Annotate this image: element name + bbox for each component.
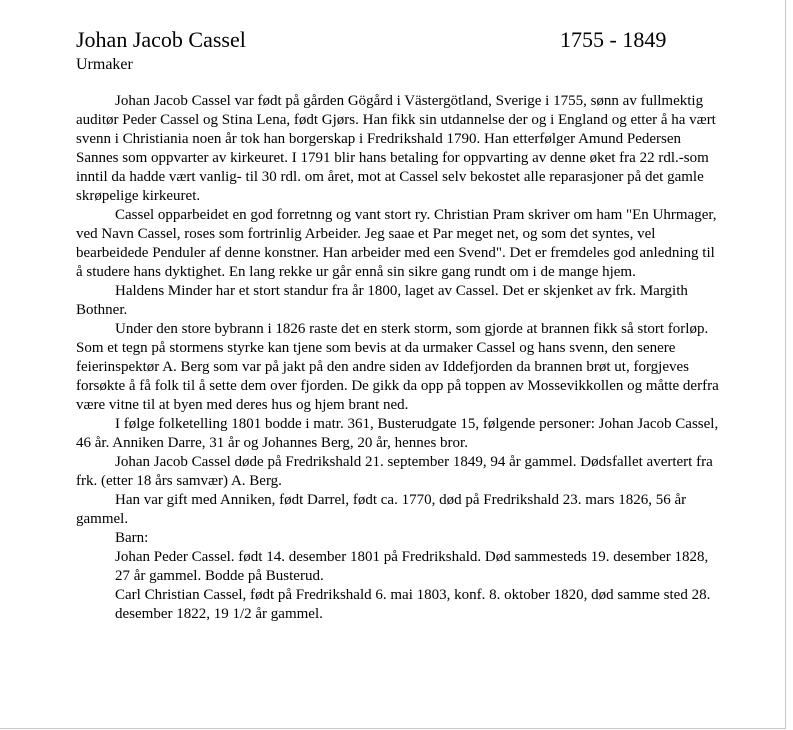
page-edge (0, 728, 786, 729)
child-entry: Johan Peder Cassel. født 14. desember 1801 på Fredrikshald. Død sammesteds 19. desember 1828, 27 år gammel. Bodde på Busterud. (115, 549, 709, 584)
paragraph-birth: Johan Jacob Cassel var født på gården Gögård i Västergötland, Sverige i 1755, sønn av fullmektig auditør Peder Cassel og Stina Lena, født Gjørs. Han fikk sin utdannelse der og i England og etter å ha vært svenn i Christiania noen år tok han borgerskap i Fredrikshald 1790. Han etterfølger Amund Pedersen Sannes som oppvarter av kirkeuret. I 1791 blir hans betaling for oppvarting av denne øket fra 22 rdl.-som inntil da hadde vært vanlig- til 30 rdl. om året, mot at Cassel selv bekostet alle reparasjoner på det gamle skrøpelige kirkeuret. (76, 93, 716, 204)
person-name: Johan Jacob Cassel (76, 27, 246, 52)
children-label: Barn: (115, 530, 149, 546)
occupation: Urmaker (76, 56, 133, 73)
child-entry: Carl Christian Cassel, født på Fredrikshald 6. mai 1803, konf. 8. oktober 1820, død samme sted 28. desember 1822, 19 1/2 år gammel. (115, 587, 711, 622)
paragraph-marriage: Han var gift med Anniken, født Darrel, født ca. 1770, død på Fredrikshald 23. mars 1826, 56 år gammel. (76, 492, 687, 527)
paragraph-reputation: Cassel opparbeidet en god forretnng og vant stort ry. Christian Pram skriver om ham "En Uhrmager, ved Navn Cassel, roses som fortrinlig Arbeider. Jeg saae et Par meget net, og som det syntes, vel bearbeidede Penduler af denne konstner. Han arbeider med een Svend". Det er fremdeles god anledning til å studere hans dyktighet. En lang rekke ur går ennå sin sikre gang rundt om i de mange hjem. (76, 207, 717, 280)
paragraph-census: I følge folketelling 1801 bodde i matr. 361, Busterudgate 15, følgende personer: Johan Jacob Cassel, 46 år. Anniken Darre, 31 år og Johannes Berg, 20 år, hennes bror. (76, 416, 719, 451)
paragraph-standing-clock: Haldens Minder har et stort standur fra år 1800, laget av Cassel. Det er skjenket av frk. Margith Bothner. (76, 283, 688, 318)
life-years: 1755 - 1849 (560, 27, 667, 52)
page-edge (785, 0, 786, 728)
paragraph-city-fire: Under den store bybrann i 1826 raste det en sterk storm, som gjorde at brannen fikk så stort forløp. Som et tegn på stormens styrke kan tjene som bevis at da urmaker Cassel og hans svenn, den senere feierinspektør A. Berg som var på jakt på den andre siden av Iddefjorden da brannen brøt ut, forgjeves forsøkte å få folk til å sette dem over fjorden. De gikk da opp på toppen av Mossevikkollen og måtte derfra være vitne til at byen med deres hus og hjem brant ned. (76, 321, 719, 413)
paragraph-death: Johan Jacob Cassel døde på Fredrikshald 21. september 1849, 94 år gammel. Dødsfallet avertert fra frk. (etter 18 års samvær) A. Berg. (76, 454, 713, 489)
children-section (76, 529, 724, 624)
biography-body (76, 92, 724, 624)
